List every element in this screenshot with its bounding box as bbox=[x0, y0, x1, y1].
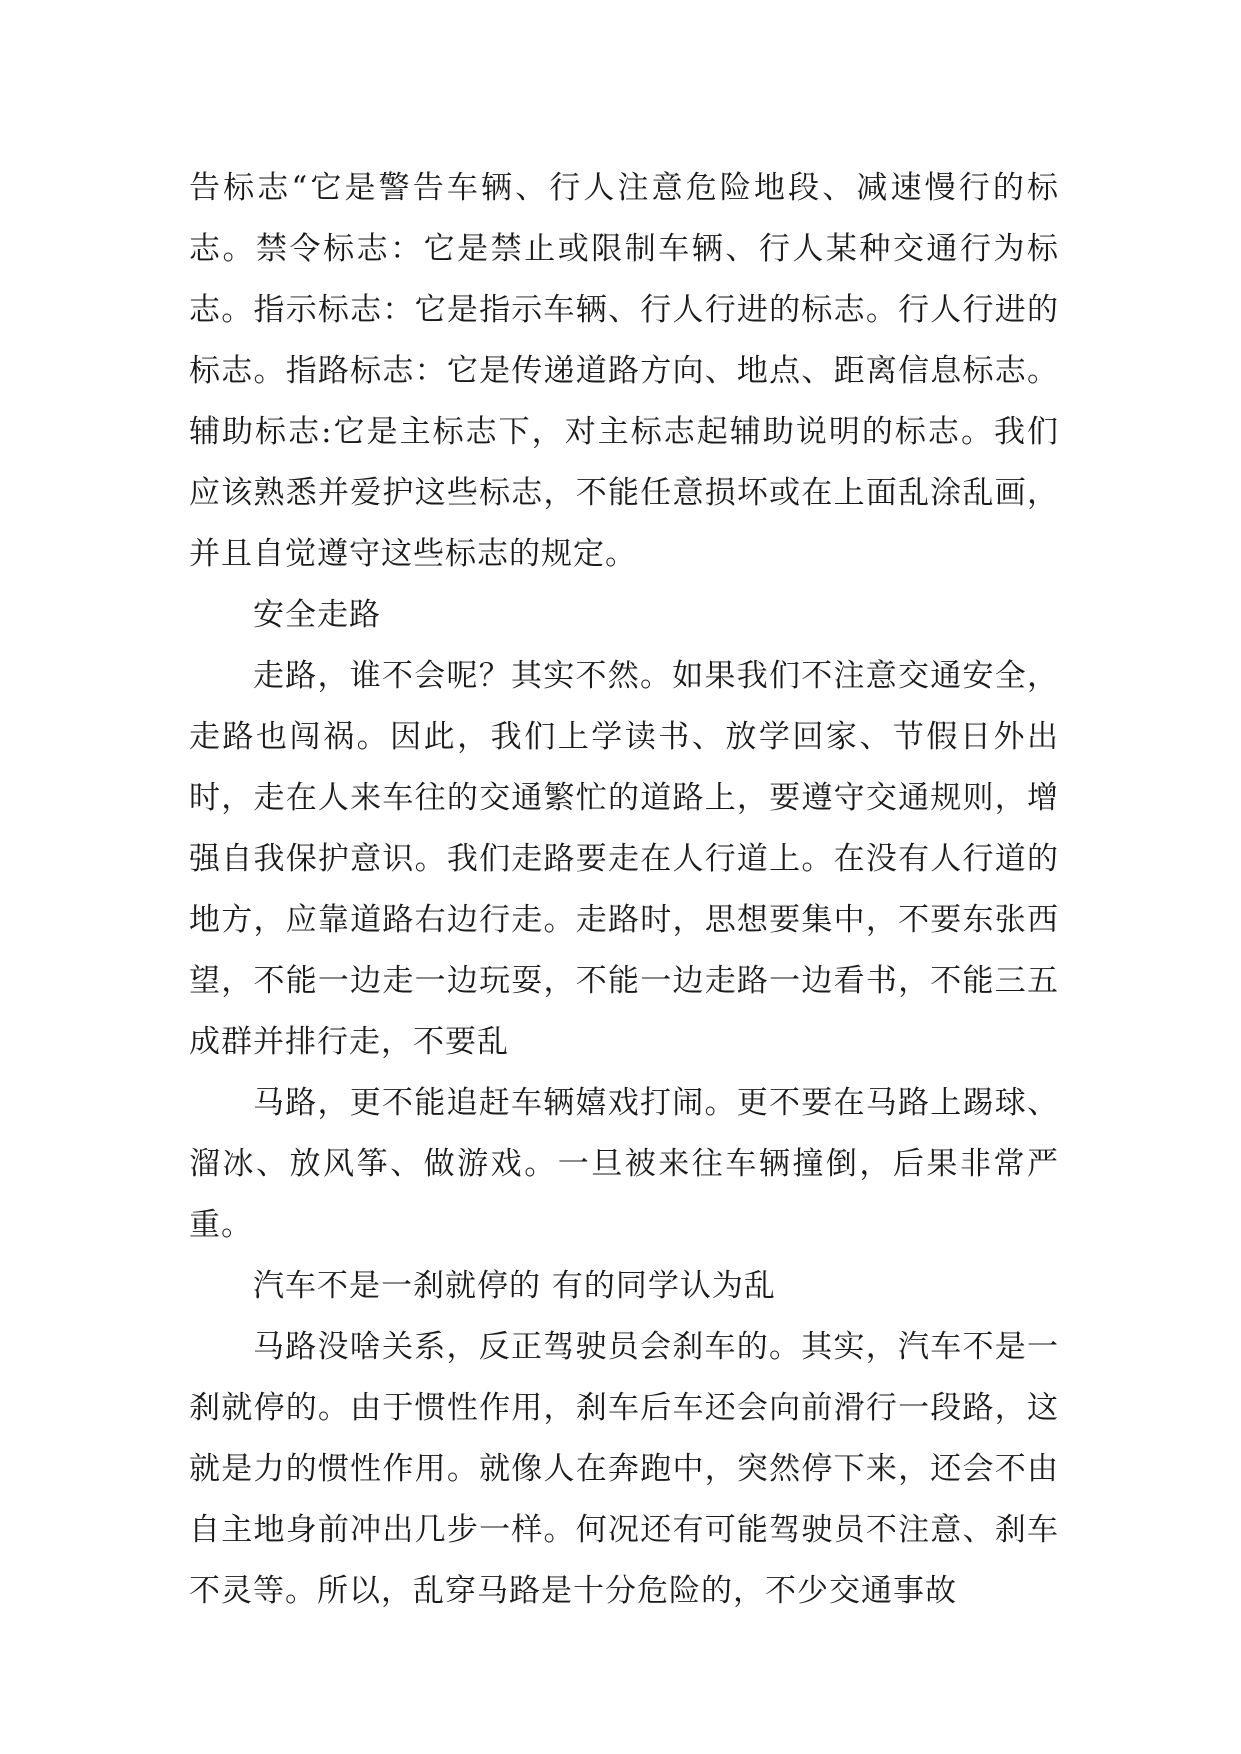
section-heading-car-braking: 汽车不是一刹就停的 有的同学认为乱 bbox=[253, 1268, 776, 1304]
paragraph-traffic-signs: 告标志“它是警告车辆、行人注意危险地段、减速慢行的标志。禁令标志：它是禁止或限制车辆、行人某种交通行为标志。指示标志：它是指示车辆、行人行进的标志。行人行进的标志。指路标志：它是传递道路方向、地点、距离信息标志。辅助标志:它是主标志下，对主标志起辅助说明的标志。我们应该熟悉并爱护这些标志，不能任意损坏或在上面乱涂乱画，并且自觉遵守这些标志的规定。 bbox=[189, 170, 1059, 572]
section-heading-safe-walking: 安全走路 bbox=[253, 597, 381, 633]
paragraph-walking-rules: 走路，谁不会呢？其实不然。如果我们不注意交通安全，走路也闯祸。因此，我们上学读书、放学回家、节假日外出时，走在人来车往的交通繁忙的道路上，要遵守交通规则，增强自我保护意识。我们走路要走在人行道上。在没有人行道的地方，应靠道路右边行走。走路时，思想要集中，不要东张西望，不能一边走一边玩耍，不能一边走路一边看书，不能三五成群并排行走，不要乱 bbox=[189, 658, 1059, 1060]
document-body bbox=[189, 158, 1059, 1622]
paragraph-road-dangers: 马路，更不能追赶车辆嬉戏打闹。更不要在马路上踢球、溜冰、放风筝、做游戏。一旦被来往车辆撞倒，后果非常严重。 bbox=[189, 1085, 1059, 1243]
paragraph-braking-inertia: 马路没啥关系，反正驾驶员会刹车的。其实，汽车不是一刹就停的。由于惯性作用，刹车后车还会向前滑行一段路，这就是力的惯性作用。就像人在奔跑中，突然停下来，还会不由自主地身前冲出几步一样。何况还有可能驾驶员不注意、刹车不灵等。所以，乱穿马路是十分危险的，不少交通事故 bbox=[189, 1329, 1059, 1609]
